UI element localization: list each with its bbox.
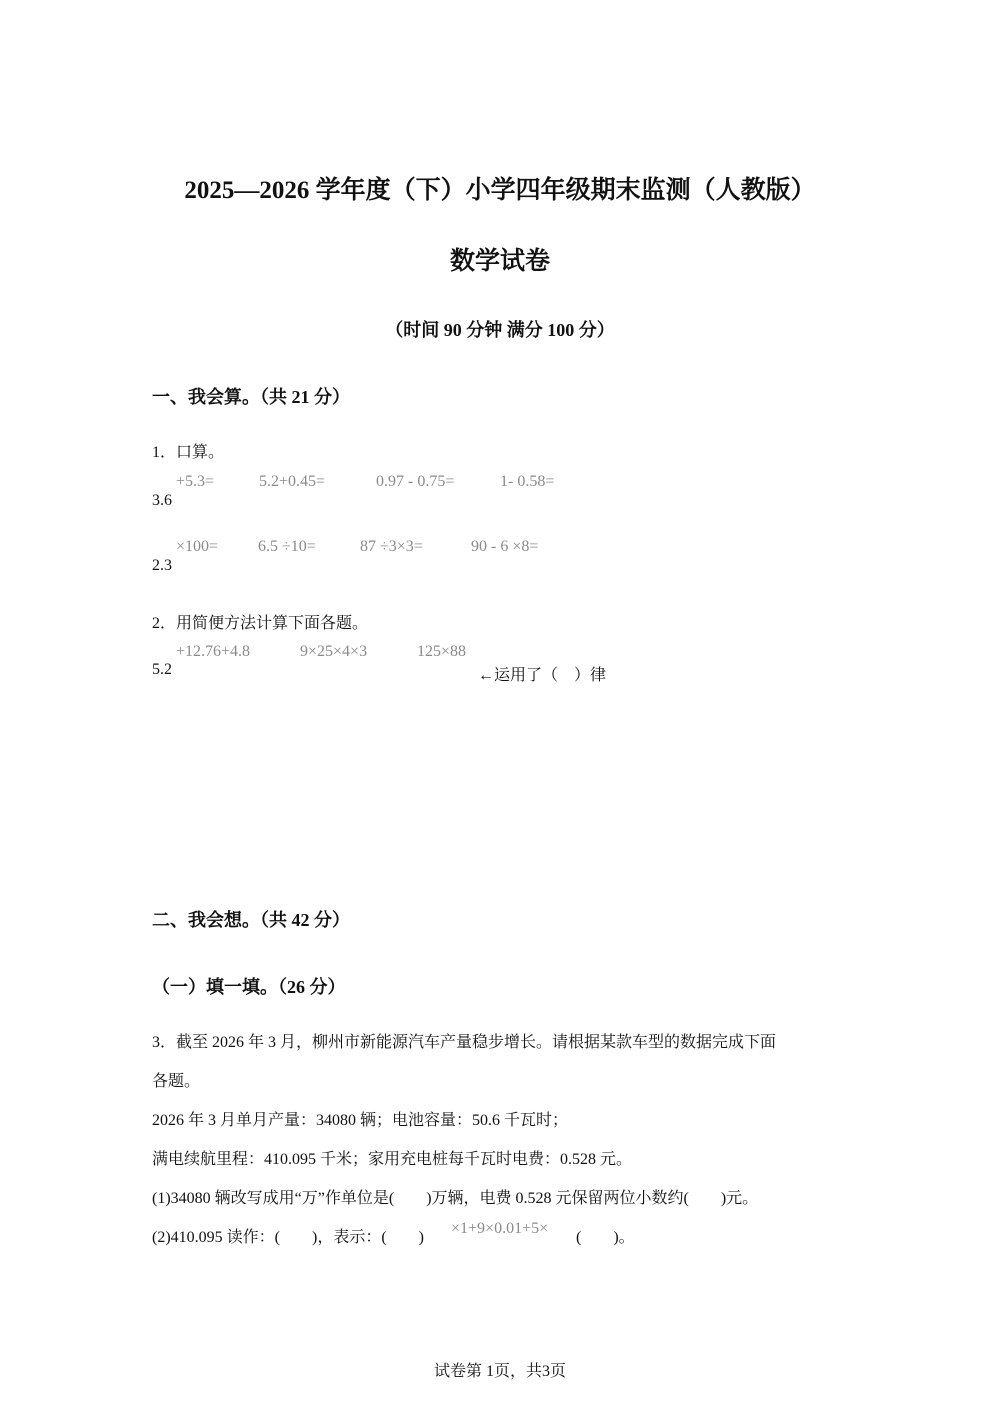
section1-heading: 一、我会算。（共 21 分） xyxy=(152,387,350,407)
page-footer: 试卷第 1页，共3页 xyxy=(433,1363,566,1380)
q3-sub2-tail: ( )。 xyxy=(576,1229,635,1246)
q2-law-note: ←运用了（ ）律 xyxy=(478,667,607,684)
q3-stem-line1: 3．截至 2026 年 3 月，柳州市新能源汽车产量稳步增长。请根据某款车型的数据完成下面 xyxy=(152,1034,777,1051)
q1-row2-item: ×100= xyxy=(176,538,219,555)
q1-row2-item: 90 - 6 ×8= xyxy=(471,538,539,555)
page-subtitle-title: 数学试卷 xyxy=(449,248,550,275)
q3-sub2-expression: ×1+9×0.01+5× xyxy=(451,1220,549,1237)
q3-data-line2: 满电续航里程：410.095 千米；家用充电桩每千瓦时电费：0.528 元。 xyxy=(152,1151,633,1168)
page-title: 2025—2026 学年度（下）小学四年级期末监测（人教版） xyxy=(184,177,816,204)
q1-row1-item: 1- 0.58= xyxy=(500,473,555,490)
q1-row1-lead: 3.6 xyxy=(152,492,172,509)
q2-item: +12.76+4.8 xyxy=(176,643,251,660)
q1-row2-item: 6.5 ÷10= xyxy=(258,538,316,555)
q1-row2-lead: 2.3 xyxy=(152,557,172,574)
q3-sub1: (1)34080 辆改写成用“万”作单位是( )万辆，电费 0.528 元保留两位小数约( )元。 xyxy=(152,1190,759,1207)
q3-stem-line2: 各题。 xyxy=(152,1073,201,1090)
section2-part1-heading: （一）填一填。（26 分） xyxy=(152,977,346,997)
q1-row1-item: 5.2+0.45= xyxy=(259,473,326,490)
q1-row2-item: 87 ÷3×3= xyxy=(360,538,423,555)
q1-row1-item: 0.97 - 0.75= xyxy=(376,473,455,490)
q2-label: 2．用简便方法计算下面各题。 xyxy=(152,615,369,632)
q2-lead: 5.2 xyxy=(152,661,172,678)
q3-sub2-text: (2)410.095 读作：( )，表示：( ) xyxy=(152,1229,424,1246)
section2-heading: 二、我会想。（共 42 分） xyxy=(152,910,350,930)
q2-item: 125×88 xyxy=(417,643,467,660)
q1-label: 1．口算。 xyxy=(152,444,225,461)
time-score-note: （时间 90 分钟 满分 100 分） xyxy=(385,320,615,340)
q1-row1-item: +5.3= xyxy=(176,473,215,490)
q3-data-line1: 2026 年 3 月单月产量：34080 辆；电池容量：50.6 千瓦时； xyxy=(152,1112,569,1129)
q2-item: 9×25×4×3 xyxy=(300,643,368,660)
